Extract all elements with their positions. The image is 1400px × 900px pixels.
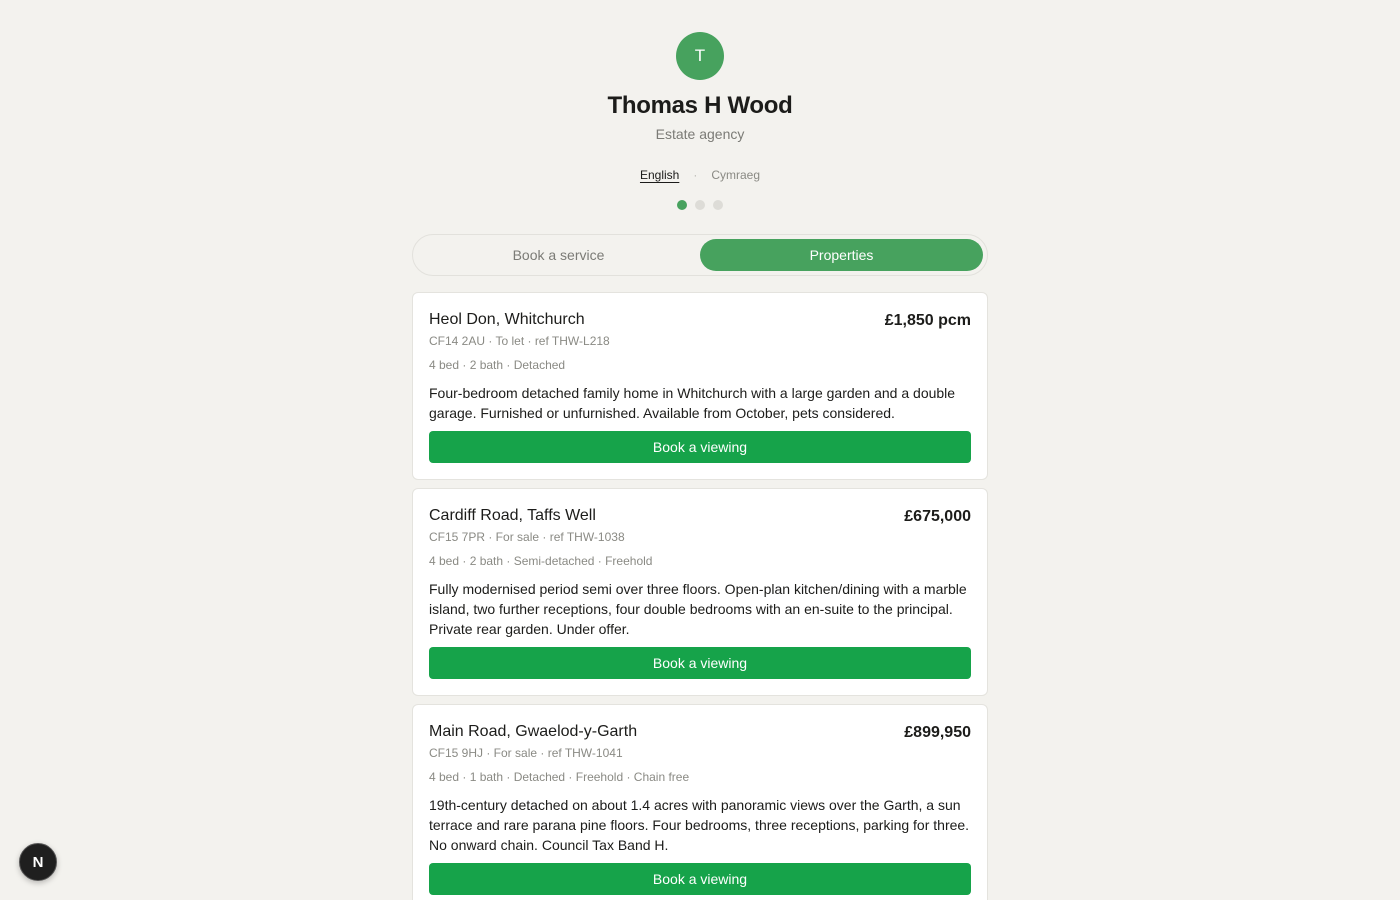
tab-bar: [412, 234, 988, 276]
book-viewing-button[interactable]: Book a viewing: [429, 431, 971, 463]
language-separator: ·: [693, 168, 698, 182]
agent-name: Thomas H Wood: [607, 92, 793, 119]
carousel-dots: [0, 200, 1400, 210]
avatar: T: [676, 32, 724, 80]
tab-properties[interactable]: Properties: [700, 239, 983, 271]
property-description: 19th-century detached on about 1.4 acres with panoramic views over the Garth, a sun terrace and rare parana pine floors. Four bedrooms, three receptions, parking for three. No onward chain. Council Tax Band H.: [429, 797, 970, 853]
language-welsh-link[interactable]: Cymraeg: [711, 168, 761, 182]
carousel-dot-2[interactable]: [695, 200, 705, 210]
property-price: £899,950: [904, 724, 971, 741]
property-address: Cardiff Road, Taffs Well: [429, 507, 596, 524]
property-specs: 4 bed · 2 bath · Detached: [429, 358, 566, 372]
property-meta: CF15 7PR · For sale · ref THW-1038: [429, 530, 625, 544]
language-switcher: [0, 166, 1400, 184]
carousel-dot-1[interactable]: [677, 200, 687, 210]
language-english-link[interactable]: English: [639, 168, 680, 182]
property-card: [412, 704, 988, 900]
agent-header: [0, 32, 1400, 144]
agent-type: Estate agency: [655, 126, 745, 142]
property-card: [412, 292, 988, 480]
property-meta: CF15 9HJ · For sale · ref THW-1041: [429, 746, 623, 760]
property-price: £675,000: [904, 508, 971, 525]
book-viewing-button[interactable]: Book a viewing: [429, 647, 971, 679]
property-specs: 4 bed · 1 bath · Detached · Freehold · Chain free: [429, 770, 690, 784]
tab-book-a-service[interactable]: Book a service: [512, 247, 605, 263]
property-description: Four-bedroom detached family home in Whitchurch with a large garden and a double garage. Furnished or unfurnished. Available from October, pets considered.: [429, 385, 956, 421]
property-description: Fully modernised period semi over three floors. Open-plan kitchen/dining with a marble island, two further receptions, four double bedrooms with an en-suite to the principal. Private rear garden. Under offer.: [429, 581, 967, 637]
property-address: Main Road, Gwaelod-y-Garth: [429, 723, 638, 740]
property-price: £1,850 pcm: [884, 312, 971, 329]
property-specs: 4 bed · 2 bath · Semi-detached · Freehold: [429, 554, 653, 568]
property-meta: CF14 2AU · To let · ref THW-L218: [429, 334, 610, 348]
property-address: Heol Don, Whitchurch: [429, 311, 585, 328]
dev-tools-badge-icon[interactable]: N: [19, 843, 57, 881]
property-card: [412, 488, 988, 696]
book-viewing-button[interactable]: Book a viewing: [429, 863, 971, 895]
carousel-dot-3[interactable]: [713, 200, 723, 210]
